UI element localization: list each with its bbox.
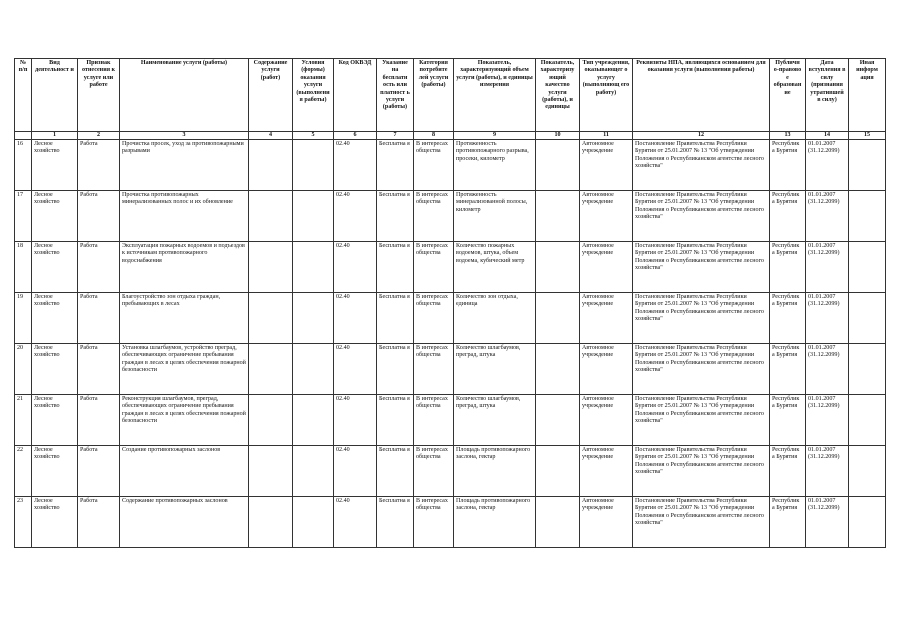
cell-entity: Республик а Бурятия	[770, 293, 806, 344]
table-row	[15, 395, 886, 446]
cell-npa: Постановление Правительства Республики Бурятия от 25.01.2007 № 13 "Об утверждении Положения о Республиканском агентстве лесного хозяйства"	[633, 191, 770, 242]
cell-paid: Бесплатна я	[377, 191, 414, 242]
header-cell-service-name: Наименование услуги (работы)	[120, 59, 249, 132]
cell-paid: Бесплатна я	[377, 140, 414, 191]
cell-service-name: Содержание противопожарных заслонов	[120, 497, 249, 548]
cell-number: 16	[15, 140, 32, 191]
cell-entity: Республик а Бурятия	[770, 497, 806, 548]
header-cell-activity: Вид деятельност и	[32, 59, 78, 132]
cell-paid: Бесплатна я	[377, 395, 414, 446]
header-cell-npa: Реквизиты НПА, являющихся основанием для оказания услуги (выполнения работы)	[633, 59, 770, 132]
cell-quality	[536, 497, 580, 548]
cell-conditions	[293, 191, 334, 242]
cell-npa: Постановление Правительства Республики Бурятия от 25.01.2007 № 13 "Об утверждении Положения о Республиканском агентстве лесного хозяйства"	[633, 446, 770, 497]
cell-other	[849, 140, 886, 191]
cell-number: 18	[15, 242, 32, 293]
cell-okved: 02.40	[334, 242, 377, 293]
table-row	[15, 497, 886, 548]
cell-date: 01.01.2007 (31.12.2099)	[806, 497, 849, 548]
cell-other	[849, 497, 886, 548]
cell-date: 01.01.2007 (31.12.2099)	[806, 344, 849, 395]
header-cell-date: Дата вступления в силу (признания утратившей в силу)	[806, 59, 849, 132]
cell-date: 01.01.2007 (31.12.2099)	[806, 140, 849, 191]
cell-volume: Количество пожарных водоемов, штука, объем водоема, кубический метр	[454, 242, 536, 293]
cell-activity: Лесное хозяйство	[32, 344, 78, 395]
column-number: 6	[334, 132, 377, 140]
header-cell-consumers: Категория потребите лей услуги (работы)	[414, 59, 454, 132]
cell-paid: Бесплатна я	[377, 344, 414, 395]
cell-okved: 02.40	[334, 446, 377, 497]
cell-conditions	[293, 446, 334, 497]
column-number: 4	[249, 132, 293, 140]
header-row	[15, 59, 886, 132]
cell-paid: Бесплатна я	[377, 497, 414, 548]
cell-npa: Постановление Правительства Республики Бурятия от 25.01.2007 № 13 "Об утверждении Положения о Республиканском агентстве лесного хозяйства"	[633, 395, 770, 446]
column-number: 8	[414, 132, 454, 140]
cell-content	[249, 191, 293, 242]
cell-okved: 02.40	[334, 395, 377, 446]
cell-institution: Автономное учреждение	[580, 242, 633, 293]
cell-okved: 02.40	[334, 344, 377, 395]
cell-institution: Автономное учреждение	[580, 191, 633, 242]
header-cell-okved: Код ОКВЭД	[334, 59, 377, 132]
cell-service-name: Реконструкция шлагбаумов, преград, обеспечивающих ограничение пребывания граждан в лесах в целях обеспечения пожарной безопасности	[120, 395, 249, 446]
column-number: 11	[580, 132, 633, 140]
table-header	[15, 59, 886, 140]
cell-consumers: В интересах общества	[414, 395, 454, 446]
cell-other	[849, 344, 886, 395]
cell-okved: 02.40	[334, 293, 377, 344]
cell-quality	[536, 242, 580, 293]
column-number: 1	[32, 132, 78, 140]
cell-conditions	[293, 140, 334, 191]
cell-activity: Лесное хозяйство	[32, 242, 78, 293]
table-body	[15, 140, 886, 548]
column-number-row	[15, 132, 886, 140]
document-page	[14, 58, 885, 548]
cell-consumers: В интересах общества	[414, 497, 454, 548]
cell-content	[249, 497, 293, 548]
cell-date: 01.01.2007 (31.12.2099)	[806, 191, 849, 242]
cell-entity: Республик а Бурятия	[770, 140, 806, 191]
column-number: 3	[120, 132, 249, 140]
cell-volume: Количество зон отдыха, единица	[454, 293, 536, 344]
header-cell-volume: Показатель, характеризующий объем услуги (работы), и единицы измерения	[454, 59, 536, 132]
column-number: 12	[633, 132, 770, 140]
cell-entity: Республик а Бурятия	[770, 344, 806, 395]
table-row	[15, 140, 886, 191]
header-cell-paid: Указание на бесплатн ость или платност ь услуги (работы)	[377, 59, 414, 132]
table-row	[15, 242, 886, 293]
cell-date: 01.01.2007 (31.12.2099)	[806, 293, 849, 344]
table-row	[15, 191, 886, 242]
cell-npa: Постановление Правительства Республики Бурятия от 25.01.2007 № 13 "Об утверждении Положения о Республиканском агентстве лесного хозяйства"	[633, 293, 770, 344]
cell-entity: Республик а Бурятия	[770, 395, 806, 446]
cell-paid: Бесплатна я	[377, 293, 414, 344]
column-number: 5	[293, 132, 334, 140]
cell-institution: Автономное учреждение	[580, 395, 633, 446]
cell-entity: Республик а Бурятия	[770, 191, 806, 242]
cell-content	[249, 344, 293, 395]
column-number: 14	[806, 132, 849, 140]
cell-quality	[536, 293, 580, 344]
cell-institution: Автономное учреждение	[580, 446, 633, 497]
cell-activity: Лесное хозяйство	[32, 446, 78, 497]
cell-type: Работа	[78, 395, 120, 446]
cell-consumers: В интересах общества	[414, 242, 454, 293]
cell-content	[249, 140, 293, 191]
cell-other	[849, 293, 886, 344]
cell-institution: Автономное учреждение	[580, 140, 633, 191]
cell-quality	[536, 191, 580, 242]
column-number: 13	[770, 132, 806, 140]
cell-volume: Протяженность противопожарного разрыва, просеки, километр	[454, 140, 536, 191]
cell-institution: Автономное учреждение	[580, 293, 633, 344]
header-cell-entity: Публичн о-правово е образован ие	[770, 59, 806, 132]
column-number: 2	[78, 132, 120, 140]
header-cell-quality: Показатель, характеризу ющий качество услуги (работы), и единицы	[536, 59, 580, 132]
cell-npa: Постановление Правительства Республики Бурятия от 25.01.2007 № 13 "Об утверждении Положения о Республиканском агентстве лесного хозяйства"	[633, 344, 770, 395]
cell-type: Работа	[78, 497, 120, 548]
cell-activity: Лесное хозяйство	[32, 293, 78, 344]
cell-consumers: В интересах общества	[414, 446, 454, 497]
cell-consumers: В интересах общества	[414, 293, 454, 344]
cell-date: 01.01.2007 (31.12.2099)	[806, 446, 849, 497]
services-registry-table	[14, 58, 886, 548]
cell-number: 22	[15, 446, 32, 497]
cell-type: Работа	[78, 446, 120, 497]
cell-conditions	[293, 344, 334, 395]
cell-volume: Площадь противопожарного заслона, гектар	[454, 446, 536, 497]
cell-other	[849, 446, 886, 497]
header-cell-number: № п/п	[15, 59, 32, 132]
cell-institution: Автономное учреждение	[580, 344, 633, 395]
cell-content	[249, 293, 293, 344]
cell-number: 23	[15, 497, 32, 548]
cell-npa: Постановление Правительства Республики Бурятия от 25.01.2007 № 13 "Об утверждении Положения о Республиканском агентстве лесного хозяйства"	[633, 140, 770, 191]
cell-service-name: Установка шлагбаумов, устройство преград, обеспечивающих ограничение пребывания граждан в лесах в целях обеспечения пожарной безопасности	[120, 344, 249, 395]
cell-volume: Площадь противопожарного заслона, гектар	[454, 497, 536, 548]
cell-quality	[536, 344, 580, 395]
cell-volume: Протяженность минерализованной полосы, километр	[454, 191, 536, 242]
cell-npa: Постановление Правительства Республики Бурятия от 25.01.2007 № 13 "Об утверждении Положения о Республиканском агентстве лесного хозяйства"	[633, 242, 770, 293]
cell-conditions	[293, 293, 334, 344]
cell-quality	[536, 140, 580, 191]
cell-content	[249, 395, 293, 446]
cell-activity: Лесное хозяйство	[32, 191, 78, 242]
cell-okved: 02.40	[334, 140, 377, 191]
cell-type: Работа	[78, 293, 120, 344]
table-row	[15, 344, 886, 395]
cell-other	[849, 395, 886, 446]
cell-content	[249, 446, 293, 497]
cell-service-name: Благоустройство зон отдыха граждан, пребывающих в лесах	[120, 293, 249, 344]
column-number: 9	[454, 132, 536, 140]
table-row	[15, 446, 886, 497]
cell-content	[249, 242, 293, 293]
cell-number: 20	[15, 344, 32, 395]
cell-other	[849, 242, 886, 293]
cell-service-name: Эксплуатация пожарных водоемов и подъездов к источникам противопожарного водоснабжения	[120, 242, 249, 293]
cell-institution: Автономное учреждение	[580, 497, 633, 548]
cell-quality	[536, 446, 580, 497]
header-cell-type: Признак отнесения к услуге или работе	[78, 59, 120, 132]
column-number: 10	[536, 132, 580, 140]
header-cell-institution: Тип учреждения, оказывающег о услугу (выполняющ его работу)	[580, 59, 633, 132]
cell-type: Работа	[78, 242, 120, 293]
cell-okved: 02.40	[334, 497, 377, 548]
cell-number: 17	[15, 191, 32, 242]
cell-quality	[536, 395, 580, 446]
cell-conditions	[293, 395, 334, 446]
cell-consumers: В интересах общества	[414, 344, 454, 395]
cell-date: 01.01.2007 (31.12.2099)	[806, 242, 849, 293]
cell-number: 19	[15, 293, 32, 344]
cell-entity: Республик а Бурятия	[770, 446, 806, 497]
cell-other	[849, 191, 886, 242]
cell-volume: Количество шлагбаумов, преград, штука	[454, 395, 536, 446]
cell-conditions	[293, 497, 334, 548]
column-number: 7	[377, 132, 414, 140]
cell-activity: Лесное хозяйство	[32, 140, 78, 191]
table-row	[15, 293, 886, 344]
cell-consumers: В интересах общества	[414, 140, 454, 191]
cell-number: 21	[15, 395, 32, 446]
cell-entity: Республик а Бурятия	[770, 242, 806, 293]
cell-npa: Постановление Правительства Республики Бурятия от 25.01.2007 № 13 "Об утверждении Положения о Республиканском агентстве лесного хозяйства"	[633, 497, 770, 548]
cell-paid: Бесплатна я	[377, 446, 414, 497]
header-cell-other: Иная информ ация	[849, 59, 886, 132]
cell-conditions	[293, 242, 334, 293]
cell-type: Работа	[78, 344, 120, 395]
cell-type: Работа	[78, 191, 120, 242]
cell-volume: Количество шлагбаумов, преград, штука	[454, 344, 536, 395]
cell-consumers: В интересах общества	[414, 191, 454, 242]
column-number: 15	[849, 132, 886, 140]
cell-activity: Лесное хозяйство	[32, 497, 78, 548]
cell-service-name: Прочистка просек, уход за противопожарными разрывами	[120, 140, 249, 191]
cell-type: Работа	[78, 140, 120, 191]
header-cell-conditions: Условия (формы) оказания услуги (выполнения работы)	[293, 59, 334, 132]
cell-service-name: Создание противопожарных заслонов	[120, 446, 249, 497]
cell-okved: 02.40	[334, 191, 377, 242]
cell-activity: Лесное хозяйство	[32, 395, 78, 446]
header-cell-content: Содержание услуги (работ)	[249, 59, 293, 132]
cell-paid: Бесплатна я	[377, 242, 414, 293]
column-number-empty	[15, 132, 32, 140]
cell-service-name: Прочистка противопожарных минерализованных полос и их обновление	[120, 191, 249, 242]
cell-date: 01.01.2007 (31.12.2099)	[806, 395, 849, 446]
